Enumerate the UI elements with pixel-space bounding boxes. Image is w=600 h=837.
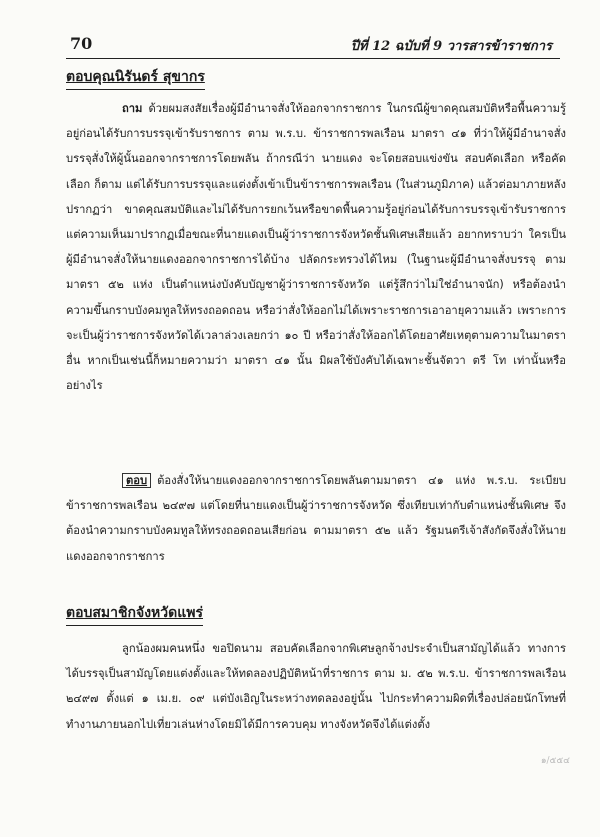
section-heading: ตอบสมาชิกจังหวัดแพร่ (66, 605, 203, 621)
question-label: ถาม (122, 102, 143, 115)
question-paragraph (66, 96, 566, 398)
section-1-answer (66, 468, 566, 569)
answer-label: ตอบ (122, 473, 151, 488)
page-header (66, 30, 560, 59)
margin-mark: ๑/๕๕๔ (540, 756, 570, 766)
page-number: 70 (70, 34, 93, 53)
section-1-heading-block (66, 66, 566, 90)
question-text: ด้วยผมสงสัยเรื่องผู้มีอำนาจสั่งให้ออกจากราชการ ในกรณีผู้ขาดคุณสมบัติหรือพื้นความรู้อยู่ก่อนได้รับการบรรจุเข้ารับราชการ ตาม พ.ร.บ. ข้าราชการพลเรือน มาตรา ๔๑ ที่ว่าให้ผู้มีอำนาจสั่งบรรจุสั่งให้ผู้นั้นออกจากราชการโดยพลัน ถ้ากรณีว่า นายแดง จะโดยสอบแข่งขัน สอบคัดเลือก หรือคัดเลือก ก็ตาม แต่ได้รับการบรรจุและแต่งตั้งเข้าเป็นข้าราชการพลเรือน (ในส่วนภูมิภาค) แล้วต่อมาภายหลังปรากฏว่า ขาดคุณสมบัติและไม่ได้รับการยกเว้นหรือขาดพื้นความรู้อยู่ก่อนได้รับการบรรจุเข้ารับราชการ แต่ความเห็นมาปรากฏเมื่อขณะที่นายแดงเป็นผู้ว่าราชการจังหวัดชั้นพิเศษเสียแล้ว อยากทราบว่า ใครเป็นผู้มีอำนาจสั่งให้นายแดงออกจากราชการได้บ้าง ปลัดกระทรวงได้ไหม (ในฐานะผู้มีอำนาจสั่งบรรจุ ตามมาตรา ๕๒ แห่ง เป็นตำแหน่งบังคับบัญชาผู้ว่าราชการจังหวัด แต่รู้สึกว่าไม่ใช่อำนาจนัก) หรือต้องนำความขึ้นกราบบังคมทูลให้ทรงถอดถอน หรือว่าสั่งให้ออกไม่ได้เพราะราชการเอาอายุความแล้ว เพราะการจะเป็นผู้ว่าราชการจังหวัดได้เวลาล่วงเลยกว่า ๑๐ ปี หรือว่าสั่งให้ออกได้โดยอาศัยเหตุตามความในมาตราอื่น หากเป็นเช่นนี้ก็หมายความว่า มาตรา ๔๑ นั้น มิผลใช้บังคับได้เฉพาะชั้นจัตวา ตรี โท เท่านั้นหรืออย่างไร (66, 102, 566, 393)
section-2-question (66, 636, 566, 737)
section-1-question (66, 96, 566, 398)
running-head: ปีที่ 12 ฉบับที่ 9 วารสารข้าราชการ (350, 39, 552, 54)
question-paragraph: ลูกน้องผมคนหนึ่ง ขอปิดนาม สอบคัดเลือกจากพิเศษลูกจ้างประจำเป็นสามัญได้แล้ว ทางการได้บรรจุเป็นสามัญโดยแต่งตั้งและให้ทดลองปฏิบัติหน้าที่ราชการ ตาม ม. ๕๒ พ.ร.บ. ข้าราชการพลเรือน ๒๔๙๗ ตั้งแต่ ๑ เม.ย. ๐๙ แต่บังเอิญในระหว่างทดลองอยู่นั้น ไปกระทำความผิดที่เรื่องปล่อยนักโทษที่ทำงานภายนอกไปเที่ยวเล่นห่างโดยมิได้มีการควบคุม ทางจังหวัดจึงได้แต่งตั้ง (66, 642, 566, 731)
answer-text: ต้องสั่งให้นายแดงออกจากราชการโดยพลันตามมาตรา ๔๑ แห่ง พ.ร.บ. ระเบียบข้าราชการพลเรือน ๒๔๙๗ แต่โดยที่นายแดงเป็นผู้ว่าราชการจังหวัด ซึ่งเทียบเท่ากับตำแหน่งชั้นพิเศษ จึงต้องนำความกราบบังคมทูลให้ทรงถอดถอนเสียก่อน ตามมาตรา ๕๒ แล้ว รัฐมนตรีเจ้าสังกัดจึงสั่งให้นายแดงออกจากราชการ (66, 474, 566, 563)
section-heading: ตอบคุณนิรันดร์ สุขากร (66, 69, 205, 85)
answer-paragraph (66, 468, 566, 569)
section-2-heading-block (66, 602, 566, 626)
